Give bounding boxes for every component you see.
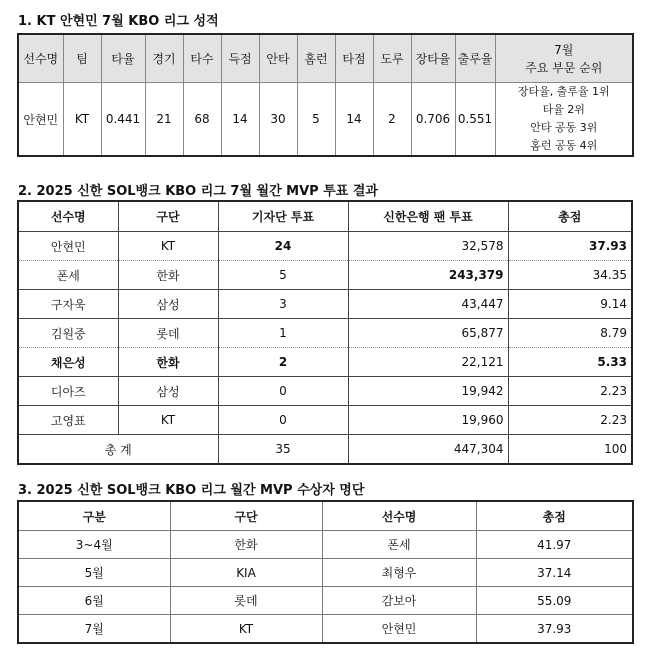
cell-press-vote: 5 (218, 261, 348, 290)
monthly-mvp-winners-table (17, 500, 634, 644)
cell-club: 한화 (118, 261, 218, 290)
vote-row (18, 406, 632, 435)
cell-club: KT (118, 232, 218, 261)
cell-club: KT (170, 615, 322, 644)
rank-header-line2: 주요 부문 순위 (525, 60, 603, 75)
cell-player: 안현민 (18, 232, 118, 261)
cell-club: 한화 (170, 531, 322, 559)
cell-fan-vote: 19,960 (348, 406, 508, 435)
vote-header-row (18, 201, 632, 232)
stats-row (18, 83, 633, 157)
rank-item: 홈런 공동 4위 (530, 139, 598, 152)
cell-score: 55.09 (476, 587, 633, 615)
cell-club: KT (118, 406, 218, 435)
vote-row (18, 261, 632, 290)
cell-player: 김원중 (18, 319, 118, 348)
cell-score: 37.93 (476, 615, 633, 644)
vote-row (18, 290, 632, 319)
header-period: 구분 (18, 501, 170, 531)
mvp-vote-table (17, 200, 633, 465)
cell-player: 고영표 (18, 406, 118, 435)
cell-period: 3~4월 (18, 531, 170, 559)
cell-fan-vote: 19,942 (348, 377, 508, 406)
header-obp: 출루율 (455, 34, 495, 83)
cell-steals: 2 (373, 83, 411, 157)
cell-period: 7월 (18, 615, 170, 644)
cell-club: 삼성 (118, 377, 218, 406)
cell-monthly-rank (495, 83, 633, 157)
cell-press-vote: 1 (218, 319, 348, 348)
cell-avg: 0.441 (101, 83, 145, 157)
cell-club: 한화 (118, 348, 218, 377)
cell-score: 37.14 (476, 559, 633, 587)
header-steals: 도루 (373, 34, 411, 83)
header-runs: 득점 (221, 34, 259, 83)
cell-club: 삼성 (118, 290, 218, 319)
cell-slg: 0.706 (411, 83, 455, 157)
cell-fan-vote: 43,447 (348, 290, 508, 319)
header-player: 선수명 (18, 201, 118, 232)
cell-player: 폰세 (18, 261, 118, 290)
cell-press-vote: 3 (218, 290, 348, 319)
cell-press-vote: 0 (218, 377, 348, 406)
cell-total: 2.23 (508, 406, 632, 435)
cell-club: KIA (170, 559, 322, 587)
section1-title: 1. KT 안현민 7월 KBO 리그 성적 (18, 14, 219, 29)
header-at-bats: 타수 (183, 34, 221, 83)
cell-player: 감보아 (322, 587, 476, 615)
winner-row (18, 531, 633, 559)
cell-obp: 0.551 (455, 83, 495, 157)
header-score: 총점 (476, 501, 633, 531)
rank-item: 장타율, 출루율 1위 (517, 85, 610, 98)
cell-team: KT (63, 83, 101, 157)
cell-games: 21 (145, 83, 183, 157)
rank-item: 안타 공동 3위 (530, 121, 598, 134)
cell-fan-vote: 65,877 (348, 319, 508, 348)
header-hits: 안타 (259, 34, 297, 83)
header-club: 구단 (118, 201, 218, 232)
cell-period: 6월 (18, 587, 170, 615)
header-total: 총점 (508, 201, 632, 232)
total-score: 100 (508, 435, 632, 465)
vote-total-row (18, 435, 632, 465)
cell-total: 8.79 (508, 319, 632, 348)
cell-player: 폰세 (322, 531, 476, 559)
header-avg: 타율 (101, 34, 145, 83)
total-fan-vote: 447,304 (348, 435, 508, 465)
header-rbi: 타점 (335, 34, 373, 83)
winner-row (18, 615, 633, 644)
winner-row (18, 559, 633, 587)
header-monthly-rank (495, 34, 633, 83)
cell-press-vote: 0 (218, 406, 348, 435)
cell-at-bats: 68 (183, 83, 221, 157)
vote-row (18, 232, 632, 261)
header-club: 구단 (170, 501, 322, 531)
cell-player: 안현민 (322, 615, 476, 644)
vote-row (18, 348, 632, 377)
cell-total: 9.14 (508, 290, 632, 319)
cell-score: 41.97 (476, 531, 633, 559)
cell-fan-vote: 32,578 (348, 232, 508, 261)
cell-player: 안현민 (18, 83, 63, 157)
cell-period: 5월 (18, 559, 170, 587)
cell-press-vote: 2 (218, 348, 348, 377)
cell-player: 디아즈 (18, 377, 118, 406)
header-team: 팀 (63, 34, 101, 83)
cell-player: 최형우 (322, 559, 476, 587)
winner-row (18, 587, 633, 615)
cell-press-vote: 24 (218, 232, 348, 261)
rank-header-line1: 7월 (554, 42, 574, 57)
header-slg: 장타율 (411, 34, 455, 83)
vote-row (18, 319, 632, 348)
section2-title: 2. 2025 신한 SOL뱅크 KBO 리그 7월 월간 MVP 투표 결과 (18, 184, 378, 199)
cell-player: 구자욱 (18, 290, 118, 319)
vote-row (18, 377, 632, 406)
header-homeruns: 홈런 (297, 34, 335, 83)
cell-player: 채은성 (18, 348, 118, 377)
header-fan-vote: 신한은행 팬 투표 (348, 201, 508, 232)
cell-hits: 30 (259, 83, 297, 157)
header-player: 선수명 (18, 34, 63, 83)
kt-player-stats-table (17, 33, 634, 157)
cell-total: 34.35 (508, 261, 632, 290)
header-player: 선수명 (322, 501, 476, 531)
cell-rbi: 14 (335, 83, 373, 157)
cell-homeruns: 5 (297, 83, 335, 157)
winners-header-row (18, 501, 633, 531)
section3-title: 3. 2025 신한 SOL뱅크 KBO 리그 월간 MVP 수상자 명단 (18, 483, 365, 498)
cell-fan-vote: 22,121 (348, 348, 508, 377)
total-label: 총 계 (18, 435, 218, 465)
header-press-vote: 기자단 투표 (218, 201, 348, 232)
rank-item: 타율 2위 (542, 103, 585, 116)
cell-total: 37.93 (508, 232, 632, 261)
cell-fan-vote: 243,379 (348, 261, 508, 290)
total-press-vote: 35 (218, 435, 348, 465)
cell-total: 2.23 (508, 377, 632, 406)
cell-club: 롯데 (118, 319, 218, 348)
header-games: 경기 (145, 34, 183, 83)
cell-total: 5.33 (508, 348, 632, 377)
cell-runs: 14 (221, 83, 259, 157)
cell-club: 롯데 (170, 587, 322, 615)
stats-header-row (18, 34, 633, 83)
